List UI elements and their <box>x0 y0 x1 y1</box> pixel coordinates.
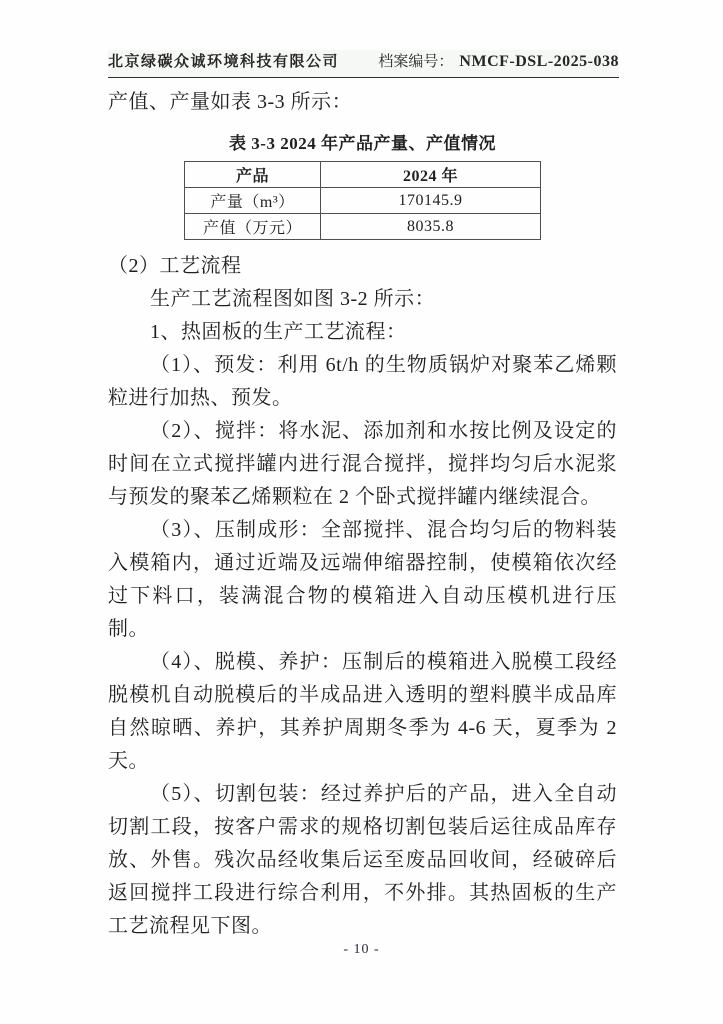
table-title: 表 3-3 2024 年产品产量、产值情况 <box>229 134 496 153</box>
document-body <box>108 86 617 943</box>
table-row <box>185 188 541 214</box>
archive-number: NMCF-DSL-2025-038 <box>459 53 619 70</box>
paragraph: （1）、预发：利用 6t/h 的生物质锅炉对聚苯乙烯颗粒进行加热、预发。 <box>108 354 617 409</box>
table-cell-value: 8035.8 <box>321 214 541 240</box>
production-table <box>184 161 541 240</box>
table-header-row <box>185 162 541 188</box>
table-header-year: 2024 年 <box>321 162 541 188</box>
paragraph: （2）、搅拌：将水泥、添加剂和水按比例及设定的时间在立式搅拌罐内进行混合搅拌，搅拌均匀后水泥浆与预发的聚苯乙烯颗粒在 2 个卧式搅拌罐内继续混合。 <box>108 420 617 508</box>
paragraph: 生产工艺流程图如图 3-2 所示： <box>150 288 436 310</box>
archive-number-group <box>378 50 619 71</box>
table-header-product: 产品 <box>185 162 321 188</box>
paragraph: 1、热固板的生产工艺流程： <box>150 321 407 343</box>
paragraph: （5）、切割包装：经过养护后的产品，进入全自动切割工段，按客户需求的规格切割包装后运往成品库存放、外售。残次品经收集后运至废品回收间，经破碎后返回搅拌工段进行综合利用，不外排。其热固板的生产工艺流程见下图。 <box>108 783 617 937</box>
page-footer <box>0 942 723 958</box>
page-number: - 10 - <box>343 942 380 957</box>
table-cell-label: 产量（m³） <box>185 188 321 214</box>
page-header <box>108 50 619 78</box>
archive-label: 档案编号： <box>378 54 454 70</box>
paragraph: （4）、脱模、养护：压制后的模箱进入脱模工段经脱模机自动脱模后的半成品进入透明的塑料膜半成品库自然晾晒、养护，其养护周期冬季为 4-6 天，夏季为 2 天。 <box>108 651 617 772</box>
intro-line: 产值、产量如表 3-3 所示： <box>108 91 353 113</box>
section-heading: （2）工艺流程 <box>108 255 242 277</box>
table-row <box>185 214 541 240</box>
table-cell-label: 产值（万元） <box>185 214 321 240</box>
table-cell-value: 170145.9 <box>321 188 541 214</box>
paragraph: （3）、压制成形：全部搅拌、混合均匀后的物料装入模箱内，通过近端及远端伸缩器控制，使模箱依次经过下料口，装满混合物的模箱进入自动压模机进行压制。 <box>108 519 617 640</box>
company-name: 北京绿碳众诚环境科技有限公司 <box>108 54 340 70</box>
